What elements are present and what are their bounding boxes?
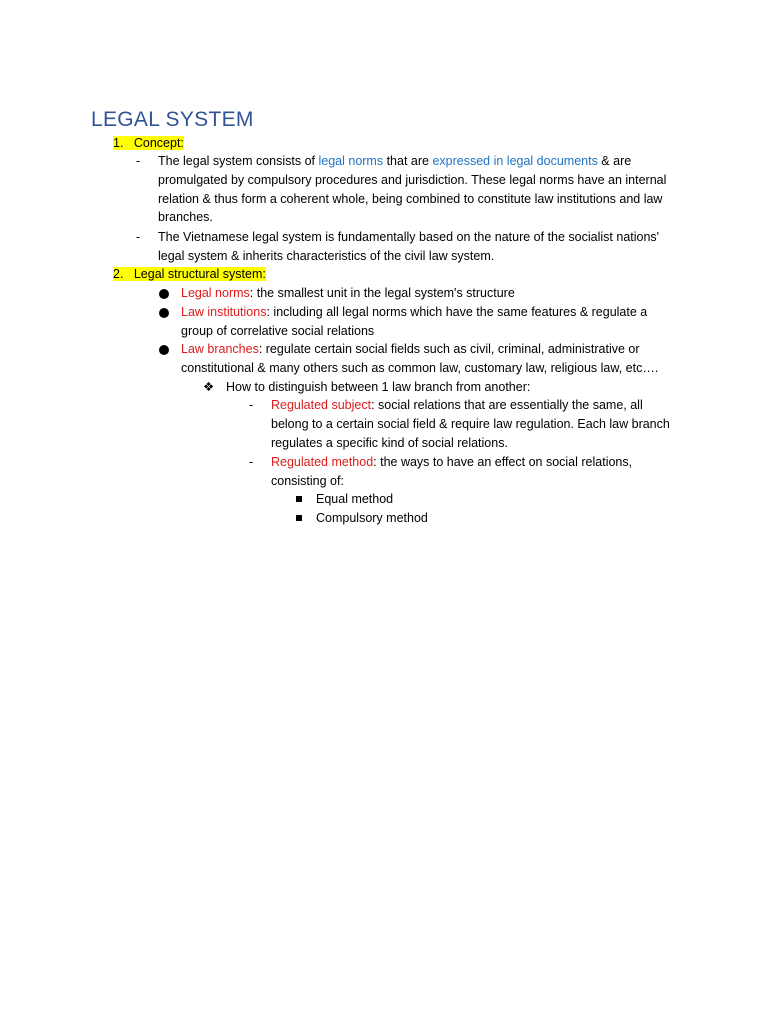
structure-item-law-branches: Law branches: regulate certain social fields such as civil, criminal, administrative or constitutional & many others such as common law, customary law, religious law, etc…. [181, 342, 659, 375]
dash-marker: - [136, 154, 141, 168]
section-1-number: 1. [113, 136, 124, 150]
square-bullet-icon [296, 515, 302, 521]
dash-marker: - [136, 230, 141, 244]
concept-item-1: The legal system consists of legal norms that are expressed in legal documents & are promulgated by compulsory procedures and jurisdiction. These legal norms have an internal relation & thus form a coherent whole, being combined to constitute law institutions and law branches. [158, 154, 667, 225]
square-bullet-icon [296, 496, 302, 502]
section-2-heading [113, 265, 266, 284]
regulated-subject-item: Regulated subject: social relations that are essentially the same, all belong to a certain social field & require law regulation. Each law branch regulates a specific kind of social relations. [271, 398, 670, 450]
bullet-icon [159, 345, 169, 355]
dash-marker: - [249, 398, 254, 412]
page-title: LEGAL SYSTEM [91, 108, 254, 131]
structure-item-legal-norms: Legal norms: the smallest unit in the legal system's structure [181, 286, 515, 300]
concept-item-2: The Vietnamese legal system is fundamentally based on the nature of the socialist nations' legal system & inherits characteristics of the civil law system. [158, 230, 660, 263]
section-1-heading [113, 134, 184, 153]
structure-item-law-institutions: Law institutions: including all legal norms which have the same features & regulate a group of correlative social relations [181, 305, 648, 338]
dash-marker: - [249, 455, 254, 469]
section-1-title: Concept: [133, 136, 184, 150]
distinguish-heading: How to distinguish between 1 law branch from another: [226, 380, 531, 394]
method-item-compulsory: Compulsory method [316, 511, 428, 525]
regulated-method-item: Regulated method: the ways to have an effect on social relations, consisting of: [271, 455, 633, 488]
method-item-equal: Equal method [316, 492, 394, 506]
diamond-bullet-icon: ❖ [203, 380, 215, 394]
bullet-icon [159, 289, 169, 299]
legal-documents-link-text: expressed in legal documents [432, 154, 598, 168]
legal-norms-link-text: legal norms [318, 154, 384, 168]
section-2-title: Legal structural system: [133, 267, 266, 281]
bullet-icon [159, 308, 169, 318]
section-2-number: 2. [113, 267, 124, 281]
